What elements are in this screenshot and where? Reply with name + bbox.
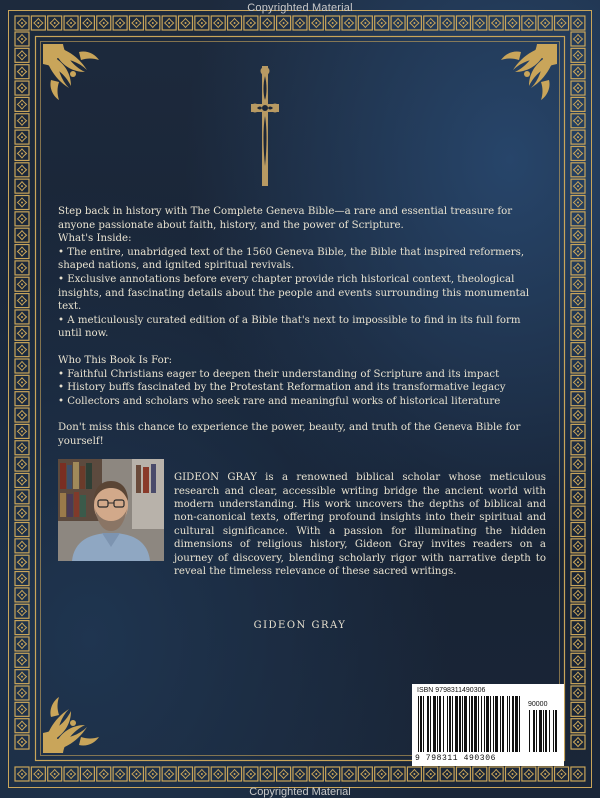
barcode-bar [443, 696, 444, 752]
border-tile [571, 196, 585, 210]
barcode-bar [452, 696, 453, 752]
border-tile [440, 16, 454, 30]
border-tile [244, 767, 258, 781]
border-tile [277, 16, 291, 30]
border-tile [571, 767, 585, 781]
border-tile [15, 146, 29, 160]
barcode-bar [553, 710, 554, 752]
barcode-bar [500, 696, 501, 752]
whats-inside-item: • A meticulously curated edition of a Bible that's next to impossible to find in its full form until now. [58, 314, 521, 340]
border-tile [571, 81, 585, 95]
border-tile [571, 359, 585, 373]
border-tile [228, 16, 242, 30]
border-tile [571, 702, 585, 716]
border-tile [277, 767, 291, 781]
border-tile [506, 16, 520, 30]
border-tile [293, 767, 307, 781]
border-tile [211, 767, 225, 781]
barcode-bar [433, 696, 436, 752]
border-tile [375, 16, 389, 30]
border-tile [571, 408, 585, 422]
barcode-bar [512, 696, 514, 752]
barcode-bar [495, 696, 498, 752]
whats-inside-item: • Exclusive annotations before every chapter provide rich historical context, theological insights, and fascinating details about the people and events surrounding this monumental text. [58, 273, 530, 313]
barcode-bar [533, 710, 535, 752]
barcode-bar [459, 696, 461, 752]
border-tile [538, 767, 552, 781]
border-tile [15, 179, 29, 193]
border-tile [407, 767, 421, 781]
border-tile [15, 326, 29, 340]
border-tile [571, 114, 585, 128]
border-tile [15, 212, 29, 226]
corner-flourish-top-left [43, 44, 99, 100]
border-tile [15, 735, 29, 749]
barcode-bar [418, 696, 419, 752]
barcode-bar [549, 710, 550, 752]
border-tile [571, 539, 585, 553]
barcode-bar [502, 696, 504, 752]
border-tile [309, 767, 323, 781]
border-tile [571, 228, 585, 242]
bottom-watermark: Copyrighted Material [249, 786, 351, 798]
border-tile [113, 16, 127, 30]
border-tile [195, 767, 209, 781]
border-tile [15, 555, 29, 569]
border-tile [15, 277, 29, 291]
border-tile [162, 16, 176, 30]
border-tile [407, 16, 421, 30]
border-tile [571, 670, 585, 684]
audience-heading: Who This Book Is For: [58, 354, 173, 366]
barcode-bar [449, 696, 451, 752]
border-tile [571, 16, 585, 30]
border-tile [31, 16, 45, 30]
border-tile [489, 767, 503, 781]
barcode-bar [447, 696, 448, 752]
border-tile [15, 65, 29, 79]
barcode-bar [481, 696, 482, 752]
ornate-cross-icon [251, 66, 279, 186]
barcode-bar [474, 696, 477, 752]
border-tile [15, 228, 29, 242]
border-tile [456, 16, 470, 30]
author-bio: GIDEON GRAY is a renowned biblical scholar whose meticulous research and clear, accessible writing bridge the ancient world with modern understanding. His work uncovers the depths of biblical and non-canonical texts, offering profound insights into their spiritual and cultural significance. With a passion for illuminating the hidden dimensions of religious history, Gideon Gray invites readers on a journey of discovery, blending scholarly rigor with narrative depth to reveal the timeless relevance of these sacred writings. [174, 472, 546, 578]
barcode-bar [437, 696, 438, 752]
border-tile [15, 32, 29, 46]
border-tile [571, 490, 585, 504]
border-tile [15, 114, 29, 128]
barcode-digits: 9 798311 490306 [415, 754, 497, 763]
border-tile [260, 16, 274, 30]
border-tile [571, 48, 585, 62]
barcode-bar [519, 696, 520, 752]
border-tile [473, 767, 487, 781]
border-tile [15, 48, 29, 62]
border-tile [15, 686, 29, 700]
border-tile [424, 16, 438, 30]
border-tile [571, 277, 585, 291]
border-tile [228, 767, 242, 781]
barcode-bar [427, 696, 429, 752]
border-tile [538, 16, 552, 30]
border-tile [97, 767, 111, 781]
border-tile [571, 163, 585, 177]
border-tile [15, 261, 29, 275]
border-tile [97, 16, 111, 30]
border-tile [571, 637, 585, 651]
border-tile [113, 767, 127, 781]
barcode-bar [469, 696, 470, 752]
border-tile [456, 767, 470, 781]
border-tile [571, 686, 585, 700]
barcode-bar [464, 696, 467, 752]
border-tile [15, 473, 29, 487]
barcode-bar [543, 710, 544, 752]
border-tile [391, 16, 405, 30]
border-tile [15, 637, 29, 651]
barcode-bar [529, 710, 530, 752]
audience-item: • History buffs fascinated by the Protestant Reformation and its transformative legacy [58, 382, 506, 394]
whats-inside-heading: What's Inside: [58, 233, 132, 245]
barcode-bar [420, 696, 422, 752]
border-tile [15, 523, 29, 537]
border-tile [571, 32, 585, 46]
barcode-bar [486, 696, 489, 752]
border-tile [309, 16, 323, 30]
border-tile [15, 294, 29, 308]
barcode-bar [509, 696, 510, 752]
isbn-barcode [412, 684, 564, 766]
border-tile [571, 441, 585, 455]
border-tile [15, 719, 29, 733]
border-tile [15, 359, 29, 373]
border-tile [571, 179, 585, 193]
border-tile [506, 767, 520, 781]
border-tile [15, 196, 29, 210]
border-tile [15, 130, 29, 144]
border-tile [80, 767, 94, 781]
border-tile [293, 16, 307, 30]
barcode-bar [490, 696, 491, 752]
border-tile [571, 294, 585, 308]
border-tile [146, 16, 160, 30]
border-tile [391, 767, 405, 781]
border-tile [15, 457, 29, 471]
border-tile [571, 473, 585, 487]
border-tile [571, 604, 585, 618]
border-tile [15, 245, 29, 259]
border-tile [571, 735, 585, 749]
border-tile [80, 16, 94, 30]
border-tile [260, 767, 274, 781]
border-tile [48, 16, 62, 30]
barcode-bar [507, 696, 508, 752]
border-tile [375, 767, 389, 781]
barcode-bar [423, 696, 424, 752]
border-tile [15, 310, 29, 324]
border-tile [15, 97, 29, 111]
border-tile [48, 767, 62, 781]
border-tile [571, 245, 585, 259]
closing-line: Don't miss this chance to experience the power, beauty, and truth of the Geneva Bible for yourself! [58, 422, 521, 447]
border-tile [571, 343, 585, 357]
border-tile [358, 16, 372, 30]
border-tile [15, 392, 29, 406]
border-tile [571, 457, 585, 471]
border-tile [244, 16, 258, 30]
audience-item: • Faithful Christians eager to deepen their understanding of Scripture and its impact [58, 368, 500, 380]
border-tile [571, 523, 585, 537]
corner-flourish-bottom-left [43, 697, 99, 753]
barcode-bar [539, 710, 542, 752]
border-tile [326, 16, 340, 30]
border-tile [64, 767, 78, 781]
border-tile [15, 81, 29, 95]
author-signature: GIDEON GRAY [253, 620, 347, 631]
border-tile [326, 767, 340, 781]
border-tile [571, 97, 585, 111]
barcode-bar [484, 696, 485, 752]
border-tile [571, 572, 585, 586]
border-tile [571, 555, 585, 569]
barcode-bar [555, 710, 557, 752]
border-tile [146, 767, 160, 781]
border-tile [571, 65, 585, 79]
border-tile [571, 506, 585, 520]
barcode-bar [455, 696, 458, 752]
audience-item: • Collectors and scholars who seek rare and meaningful works of historical literature [58, 395, 501, 407]
isbn-label: ISBN 9798311490306 [417, 687, 486, 694]
border-tile [571, 719, 585, 733]
barcode-bar [462, 696, 463, 752]
border-tile [15, 163, 29, 177]
border-tile [64, 16, 78, 30]
border-tile [571, 653, 585, 667]
barcode-bar [439, 696, 441, 752]
border-tile [129, 767, 143, 781]
barcode-bar [536, 710, 537, 752]
border-tile [162, 767, 176, 781]
intro-paragraph: Step back in history with The Complete Geneva Bible—a rare and essential treasure for anyone passionate about faith, history, and the power of Scripture. [58, 206, 513, 231]
border-tile [15, 375, 29, 389]
border-tile [15, 670, 29, 684]
border-tile [15, 604, 29, 618]
border-tile [440, 767, 454, 781]
barcode-bar [478, 696, 479, 752]
border-tile [15, 506, 29, 520]
border-tile [129, 16, 143, 30]
border-tile [522, 16, 536, 30]
barcode-bar [430, 696, 431, 752]
border-tile [15, 767, 29, 781]
price-code: 90000 [528, 701, 548, 708]
border-tile [15, 490, 29, 504]
barcode-bar [515, 696, 518, 752]
border-tile [342, 16, 356, 30]
border-tile [179, 16, 193, 30]
border-tile [358, 767, 372, 781]
border-tile [211, 16, 225, 30]
border-tile [15, 343, 29, 357]
border-tile [571, 212, 585, 226]
border-tile [571, 146, 585, 160]
border-tile [15, 424, 29, 438]
border-tile [571, 130, 585, 144]
border-tile [571, 424, 585, 438]
border-tile [179, 767, 193, 781]
border-tile [571, 375, 585, 389]
border-tile [571, 310, 585, 324]
border-tile [571, 326, 585, 340]
border-tile [555, 16, 569, 30]
border-tile [195, 16, 209, 30]
border-tile [424, 767, 438, 781]
description-block [58, 205, 544, 449]
border-tile [571, 261, 585, 275]
border-tile [15, 702, 29, 716]
border-tile [473, 16, 487, 30]
border-tile [555, 767, 569, 781]
border-tile [15, 588, 29, 602]
corner-flourish-top-right [501, 44, 557, 100]
border-tile [15, 408, 29, 422]
barcode-bar [493, 696, 494, 752]
border-tile [15, 441, 29, 455]
border-tile [15, 16, 29, 30]
border-tile [31, 767, 45, 781]
barcode-bar [471, 696, 473, 752]
border-tile [522, 767, 536, 781]
top-watermark: Copyrighted Material [247, 2, 353, 14]
border-tile [571, 392, 585, 406]
border-tile [15, 572, 29, 586]
whats-inside-item: • The entire, unabridged text of the 1560 Geneva Bible, the Bible that inspired reformers, shaped nations, and ignited spiritual revivals. [58, 246, 525, 272]
border-tile [15, 539, 29, 553]
border-tile [489, 16, 503, 30]
border-tile [342, 767, 356, 781]
author-photo [58, 459, 164, 561]
border-tile [15, 653, 29, 667]
border-tile [571, 588, 585, 602]
barcode-bar [545, 710, 547, 752]
